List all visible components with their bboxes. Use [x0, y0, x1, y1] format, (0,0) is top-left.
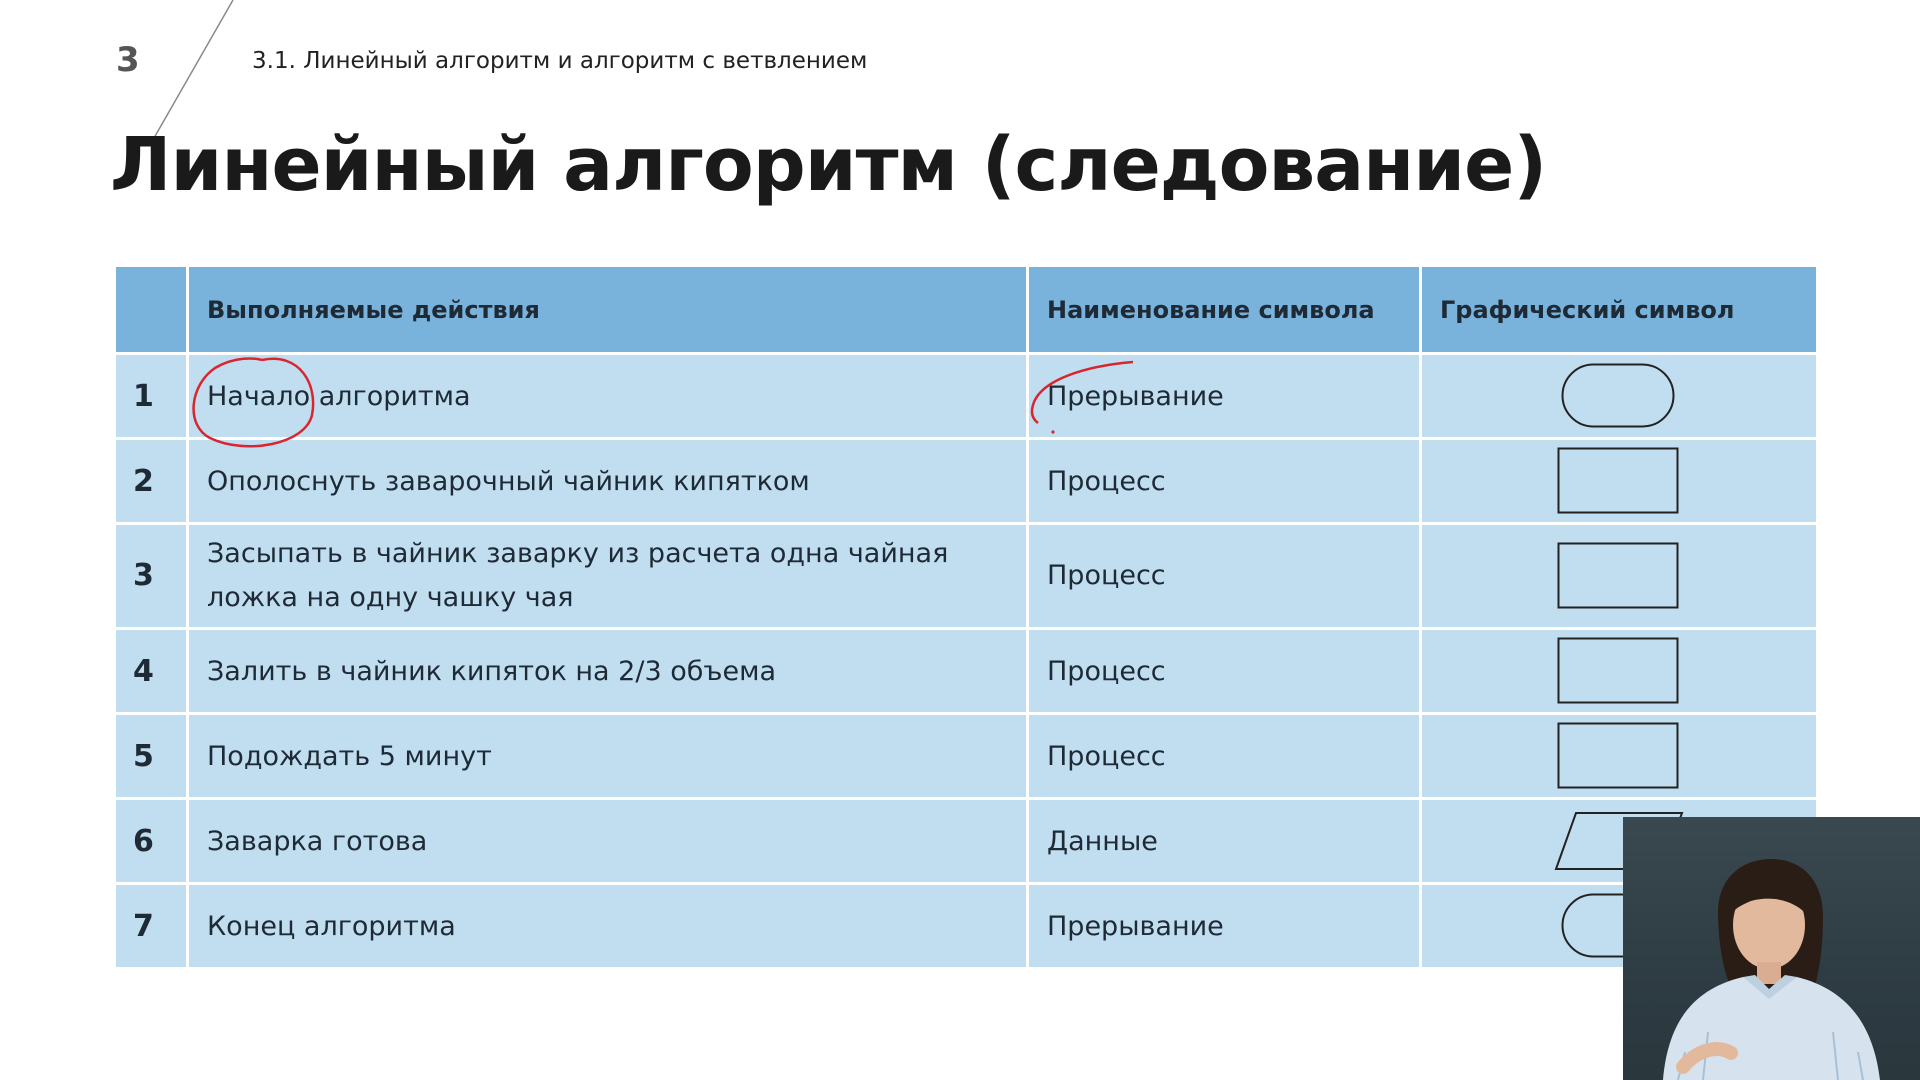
- row-number: 1: [116, 355, 186, 437]
- presenter-video: [1623, 817, 1920, 1080]
- table-row: [116, 525, 1816, 627]
- row-symbol-name: Процесс: [1029, 440, 1419, 522]
- section-title: 3.1. Линейный алгоритм и алгоритм с ветвлением: [252, 48, 868, 74]
- row-action: Ополоснуть заварочный чайник кипятком: [189, 440, 1026, 522]
- process-symbol-icon: [1557, 542, 1681, 610]
- row-action: Засыпать в чайник заварку из расчета одна чайная ложка на одну чашку чая: [189, 525, 1026, 627]
- slide-number: 3: [116, 40, 140, 80]
- row-number: 5: [116, 715, 186, 797]
- table-row: [116, 885, 1816, 967]
- process-symbol-icon: [1557, 637, 1681, 705]
- terminator-symbol-icon: [1561, 363, 1677, 429]
- column-header-actions: Выполняемые действия: [189, 267, 1026, 352]
- process-symbol-icon: [1557, 722, 1681, 790]
- row-symbol-name: Прерывание: [1029, 355, 1419, 437]
- row-number: 6: [116, 800, 186, 882]
- table-row: [116, 800, 1816, 882]
- row-symbol-name: Данные: [1029, 800, 1419, 882]
- row-graphic-symbol: [1422, 440, 1816, 522]
- row-symbol-name: Процесс: [1029, 630, 1419, 712]
- row-number: 7: [116, 885, 186, 967]
- column-header-graphic-symbol: Графический символ: [1422, 267, 1816, 352]
- row-action: Залить в чайник кипяток на 2/3 объема: [189, 630, 1026, 712]
- row-graphic-symbol: [1422, 715, 1816, 797]
- page-title: Линейный алгоритм (следование): [110, 122, 1547, 208]
- table-row: [116, 440, 1816, 522]
- table-row: [116, 715, 1816, 797]
- flowchart-symbols-table: [113, 264, 1819, 970]
- presenter-silhouette-icon: [1623, 817, 1920, 1080]
- table-header-row: [116, 267, 1816, 352]
- row-action: Начало алгоритма: [189, 355, 1026, 437]
- column-header-symbol-name: Наименование символа: [1029, 267, 1419, 352]
- row-number: 3: [116, 525, 186, 627]
- row-number: 4: [116, 630, 186, 712]
- table-row: [116, 355, 1816, 437]
- row-action: Заварка готова: [189, 800, 1026, 882]
- row-graphic-symbol: [1422, 355, 1816, 437]
- row-action: Конец алгоритма: [189, 885, 1026, 967]
- process-symbol-icon: [1557, 447, 1681, 515]
- row-action: Подождать 5 минут: [189, 715, 1026, 797]
- row-graphic-symbol: [1422, 630, 1816, 712]
- table-row: [116, 630, 1816, 712]
- row-symbol-name: Прерывание: [1029, 885, 1419, 967]
- column-header-number: [116, 267, 186, 352]
- row-symbol-name: Процесс: [1029, 525, 1419, 627]
- row-number: 2: [116, 440, 186, 522]
- row-graphic-symbol: [1422, 525, 1816, 627]
- row-symbol-name: Процесс: [1029, 715, 1419, 797]
